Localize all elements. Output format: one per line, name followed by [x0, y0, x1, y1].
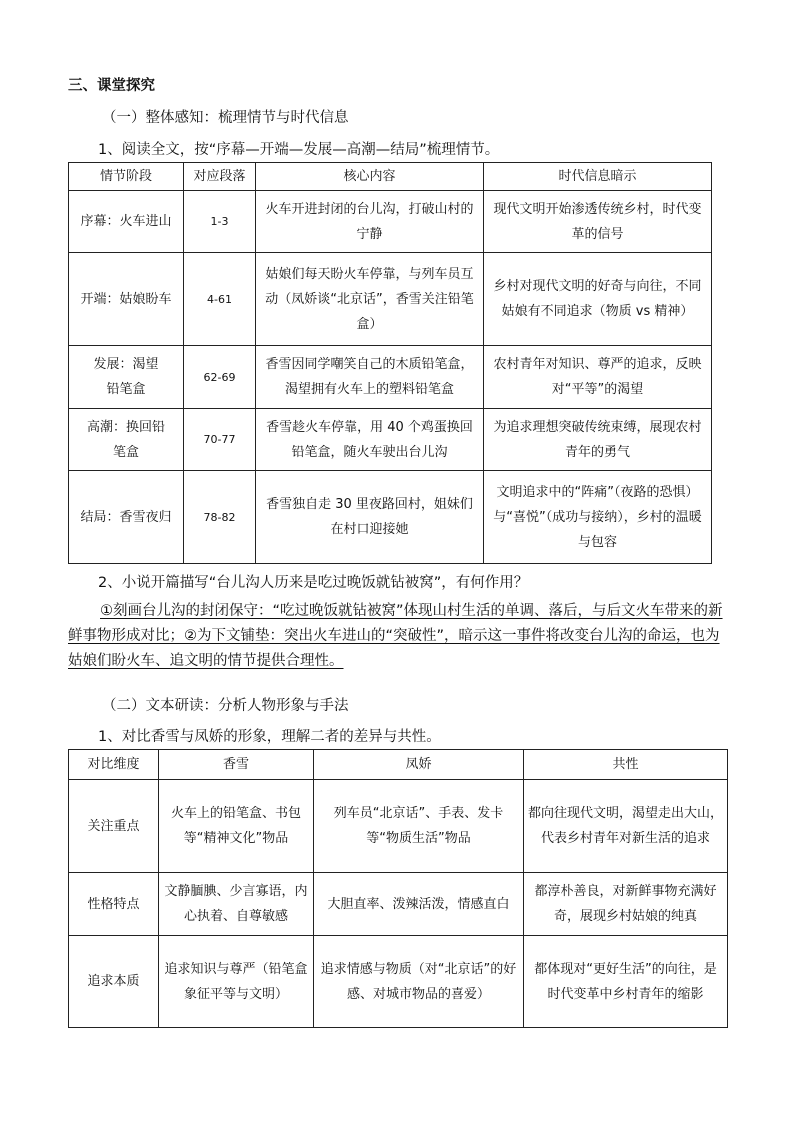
table-cell: 发展：渴望铅笔盒 [69, 346, 184, 409]
table-cell: 都淳朴善良，对新鲜事物充满好奇，展现乡村姑娘的纯真 [524, 873, 728, 936]
table-cell: 都向往现代文明，渴望走出大山，代表乡村青年对新生活的追求 [524, 780, 728, 873]
table-header: 凤娇 [314, 750, 524, 780]
table-cell: 高潮：换回铅笔盒 [69, 409, 184, 471]
question-3: 1、对比香雪与凤娇的形象，理解二者的差异与共性。 [98, 729, 441, 745]
table-cell: 文明追求中的“阵痛”（夜路的恐惧）与“喜悦”（成功与接纳），乡村的温暖与包容 [484, 471, 712, 564]
table-cell: 4-61 [184, 253, 256, 346]
table-header: 时代信息暗示 [484, 163, 712, 191]
table-cell: 大胆直率、泼辣活泼，情感直白 [314, 873, 524, 936]
part2-title: （二）文本研读：分析人物形象与手法 [102, 698, 349, 714]
table-cell: 列车员“北京话”、手表、发卡等“物质生活”物品 [314, 780, 524, 873]
part1-title: （一）整体感知：梳理情节与时代信息 [102, 110, 349, 126]
table-header: 共性 [524, 750, 728, 780]
table-cell: 性格特点 [69, 873, 159, 936]
question-1: 1、阅读全文，按“序幕—开端—发展—高潮—结局”梳理情节。 [98, 142, 500, 158]
table-row [69, 780, 728, 873]
table-row [69, 346, 712, 409]
table-cell: 香雪因同学嘲笑自己的木质铅笔盒，渴望拥有火车上的塑料铅笔盒 [256, 346, 484, 409]
table-cell: 关注重点 [69, 780, 159, 873]
table-cell: 结局：香雪夜归 [69, 471, 184, 564]
table-header: 情节阶段 [69, 163, 184, 191]
table-cell: 开端：姑娘盼车 [69, 253, 184, 346]
plot-table [68, 162, 712, 564]
table-cell: 乡村对现代文明的好奇与向往，不同姑娘有不同追求（物质 vs 精神） [484, 253, 712, 346]
table-row [69, 936, 728, 1028]
comparison-table [68, 749, 728, 1028]
table-cell: 现代文明开始渗透传统乡村，时代变革的信号 [484, 191, 712, 253]
table-header: 香雪 [159, 750, 314, 780]
table-header-row [69, 163, 712, 191]
table-cell: 追求知识与尊严（铅笔盒象征平等与文明） [159, 936, 314, 1028]
table-cell: 1-3 [184, 191, 256, 253]
table-header-row [69, 750, 728, 780]
table-cell: 火车开进封闭的台儿沟，打破山村的宁静 [256, 191, 484, 253]
table-cell: 农村青年对知识、尊严的追求，反映对“平等”的渴望 [484, 346, 712, 409]
table-cell: 78-82 [184, 471, 256, 564]
table-header: 核心内容 [256, 163, 484, 191]
table-cell: 追求情感与物质（对“北京话”的好感、对城市物品的喜爱） [314, 936, 524, 1028]
table-cell: 香雪趁火车停靠，用 40 个鸡蛋换回铅笔盒，随火车驶出台儿沟 [256, 409, 484, 471]
table-header: 对应段落 [184, 163, 256, 191]
answer-text: ①刻画台儿沟的封闭保守：“吃过晚饭就钻被窝”体现山村生活的单调、落后，与后文火车带来的新鲜事物形成对比；②为下文铺垫：突出火车进山的“突破性”，暗示这一事件将改变台儿沟的命运，也为姑娘们盼火车、追文明的情节提供合理性。 [68, 603, 723, 669]
table-cell: 火车上的铅笔盒、书包等“精神文化”物品 [159, 780, 314, 873]
table-row [69, 191, 712, 253]
table-cell: 为追求理想突破传统束缚，展现农村青年的勇气 [484, 409, 712, 471]
table-cell: 都体现对“更好生活”的向往，是时代变革中乡村青年的缩影 [524, 936, 728, 1028]
table-cell: 62-69 [184, 346, 256, 409]
table-header: 对比维度 [69, 750, 159, 780]
table-row [69, 471, 712, 564]
table-cell: 香雪独自走 30 里夜路回村，姐妹们在村口迎接她 [256, 471, 484, 564]
question-2-answer [68, 599, 728, 674]
table-row [69, 253, 712, 346]
table-cell: 文静腼腆、少言寡语，内心执着、自尊敏感 [159, 873, 314, 936]
question-2: 2、小说开篇描写“台儿沟人历来是吃过晚饭就钻被窝”，有何作用？ [98, 575, 529, 591]
section-heading: 三、课堂探究 [68, 78, 155, 94]
table-cell: 追求本质 [69, 936, 159, 1028]
table-cell: 70-77 [184, 409, 256, 471]
table-row [69, 873, 728, 936]
table-row [69, 409, 712, 471]
table-cell: 序幕：火车进山 [69, 191, 184, 253]
table-cell: 姑娘们每天盼火车停靠，与列车员互动（凤娇谈“北京话”，香雪关注铅笔盒） [256, 253, 484, 346]
